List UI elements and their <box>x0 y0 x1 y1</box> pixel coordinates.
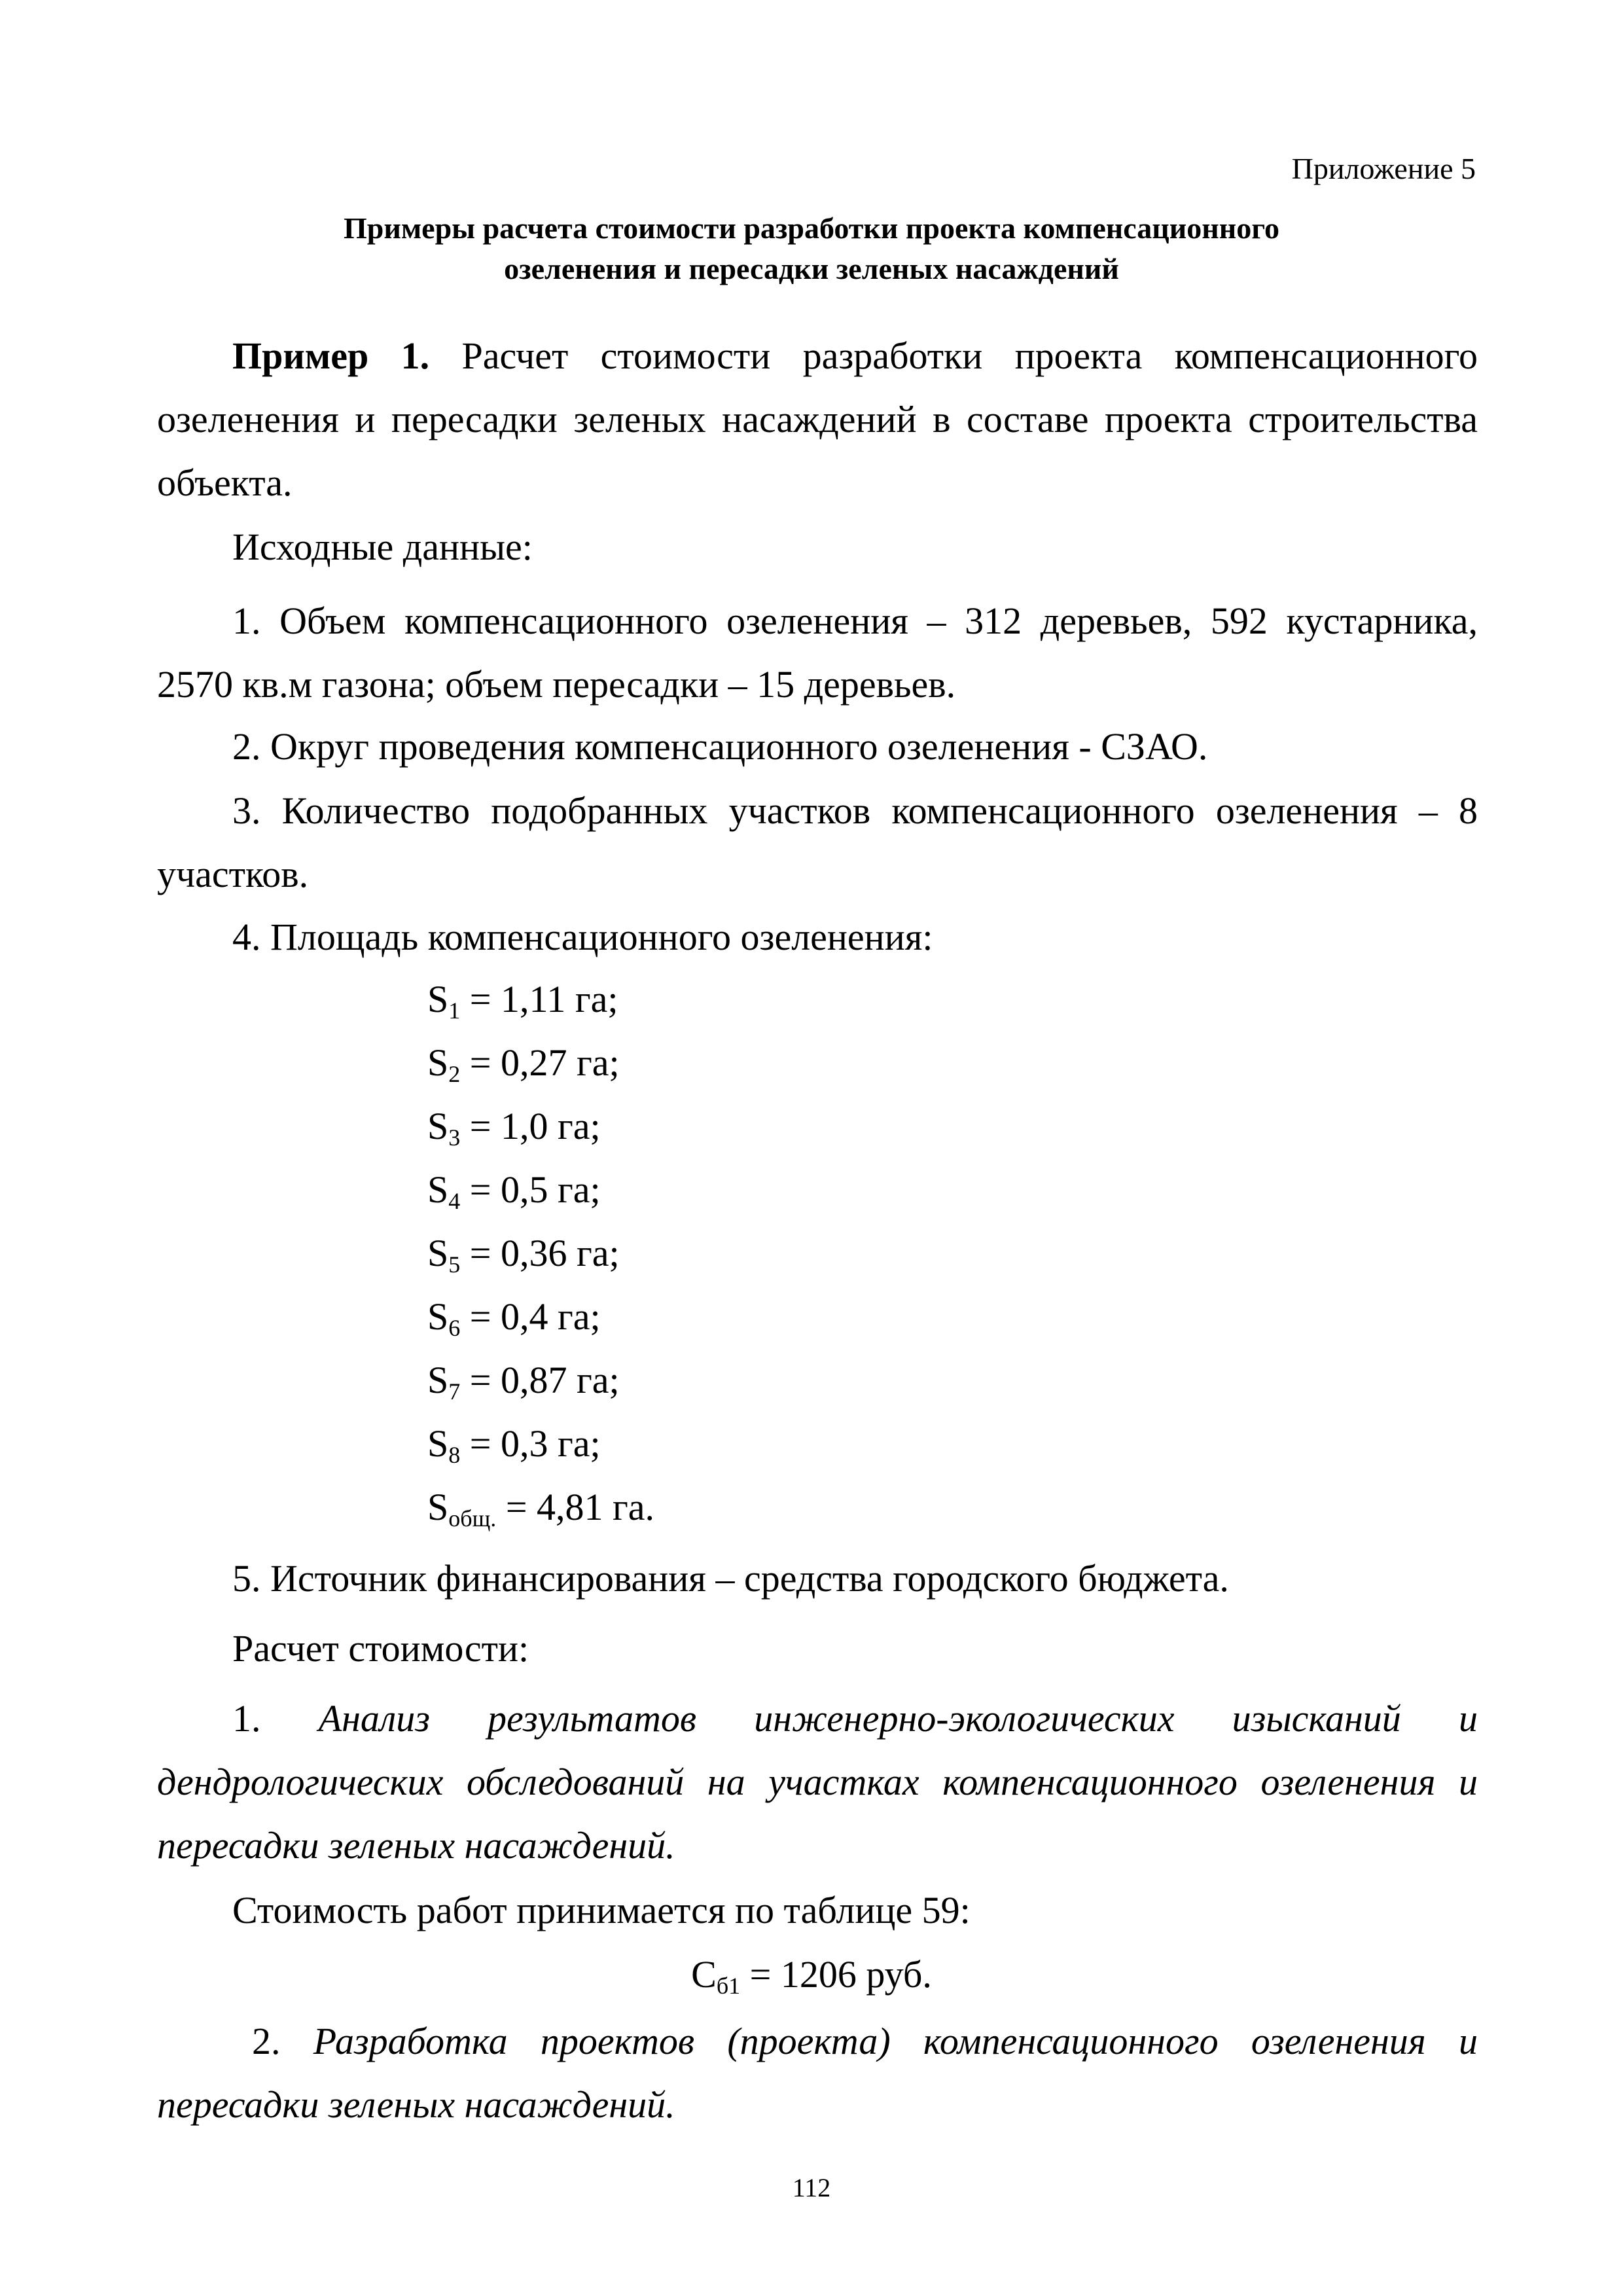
area-line: $S_2 = 0,27$ га; <box>427 1041 620 1087</box>
source-item-3: 3. Количество подобранных участков компенсационного озеленения – 8 участков. <box>157 789 1478 895</box>
calc-item-2-number: 2. <box>252 2020 313 2062</box>
calc-item-1-number: 1. <box>232 1697 319 1740</box>
example-1-label: Пример 1. <box>232 334 430 377</box>
area-line: $S_8 = 0,3$ га; <box>427 1422 601 1468</box>
calc-title: Расчет стоимости: <box>232 1627 529 1670</box>
heading-line-2: озеленения и пересадки зеленых насаждений <box>504 252 1119 285</box>
example-1-text: Расчет стоимости разработки проекта компенсационного озеленения и пересадки зеленых насаждений в составе проекта строительства объекта. <box>157 334 1478 504</box>
area-line: $S_6 = 0,4$ га; <box>427 1295 601 1341</box>
source-item-1: 1. Объем компенсационного озеленения – 312 деревьев, 592 кустарника, 2570 кв.м газона; объем пересадки – 15 деревьев. <box>157 600 1478 706</box>
source-data-title: Исходные данные: <box>232 526 533 568</box>
appendix-label: Приложение 5 <box>1291 152 1476 185</box>
funding-item: 5. Источник финансирования – средства городского бюджета. <box>232 1557 1229 1600</box>
page-number: 112 <box>792 2173 831 2202</box>
calc-item-1 <box>157 1687 1478 1877</box>
document-heading <box>0 208 1623 289</box>
area-line: $S_7 = 0,87$ га; <box>427 1359 620 1405</box>
area-line: $S_5 = 0,36$ га; <box>427 1232 620 1278</box>
calc-item-2-text: Разработка проектов (проекта) компенсационного озеленения и пересадки зеленых насаждений. <box>157 2020 1478 2126</box>
calc-item-2 <box>157 2009 1478 2136</box>
source-item-2: 2. Округ проведения компенсационного озеленения - СЗАО. <box>232 725 1208 768</box>
cost-note: Стоимость работ принимается по таблице 59: <box>232 1889 971 1931</box>
calc-item-1-text: Анализ результатов инженерно-экологических изысканий и дендрологических обследований на участках компенсационного озеленения и пересадки зеленых насаждений. <box>157 1697 1478 1867</box>
area-total-line: $S_{общ.} = 4,81$ га. <box>427 1486 655 1532</box>
area-line: $S_1 = 1,11$ га; <box>427 978 618 1024</box>
heading-line-1: Примеры расчета стоимости разработки проекта компенсационного <box>343 211 1280 245</box>
source-item-4: 4. Площадь компенсационного озеленения: <box>232 916 933 958</box>
area-line: $S_3 = 1,0$ га; <box>427 1105 601 1151</box>
example-1-paragraph <box>157 324 1478 514</box>
area-line: $S_4 = 0,5$ га; <box>427 1168 601 1214</box>
cost-formula: $С_{б1} = 1206$ руб. <box>691 1953 932 1999</box>
